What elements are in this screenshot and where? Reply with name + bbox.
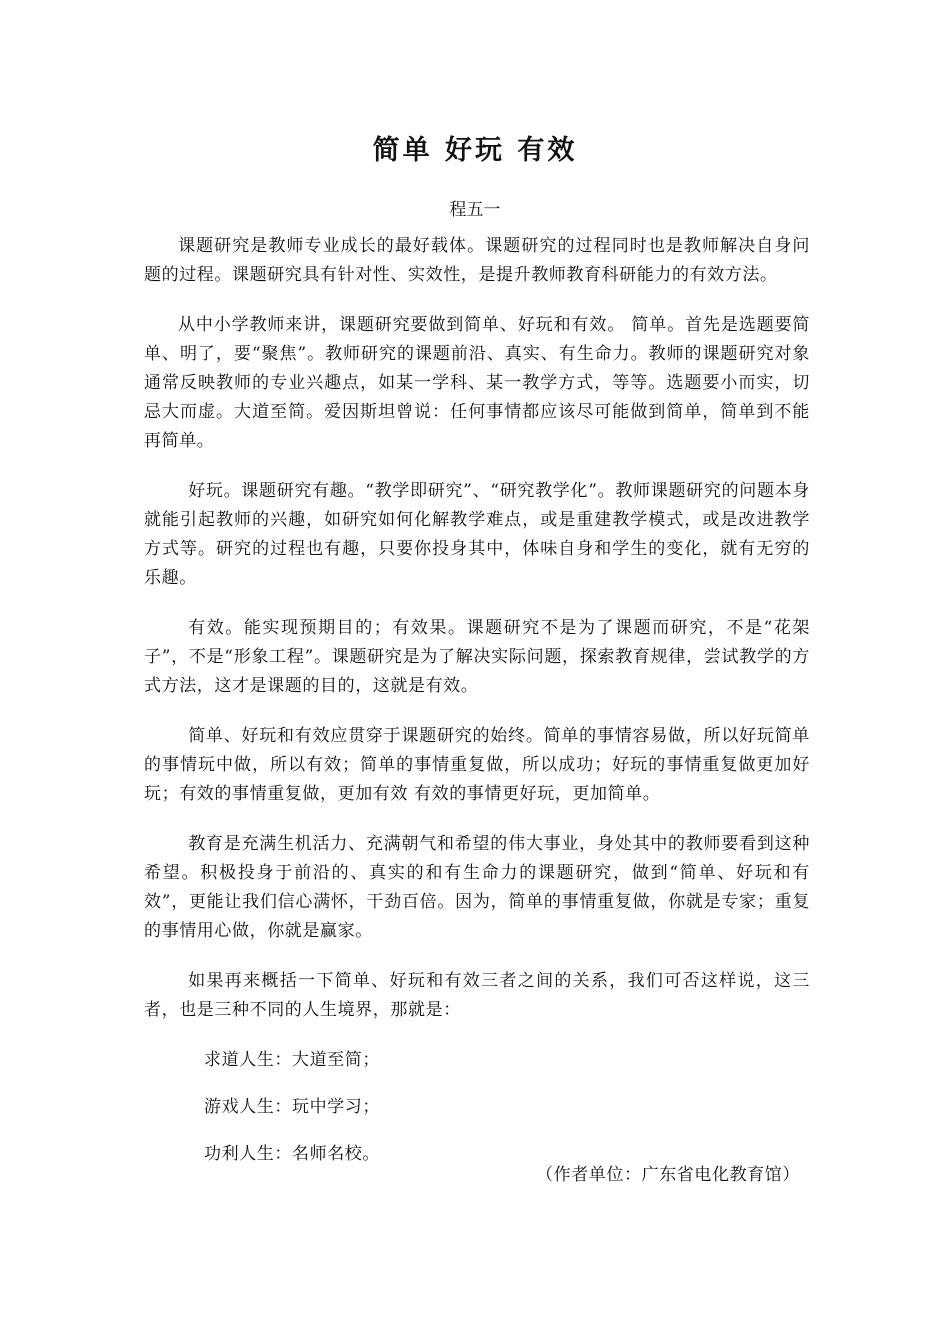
- paragraph-effective: 有效。能实现预期目的；有效果。课题研究不是为了课题而研究，不是“花架子”，不是“形象工程”。课题研究是为了解决实际问题，探索教育规律，尝试教学的方式方法，这才是课题的目的，这就是有效。: [144, 618, 810, 696]
- author-affiliation: （作者单位：广东省电化教育馆）: [536, 1165, 800, 1185]
- realm-item-game: 游戏人生：玩中学习；: [204, 1097, 380, 1117]
- realm-item-dao: 求道人生：大道至简；: [204, 1050, 380, 1070]
- article-body: [144, 232, 810, 1187]
- article-title: 简单 好玩 有效: [372, 135, 578, 166]
- paragraph-simple: 从中小学教师来讲，课题研究要做到简单、好玩和有效。 简单。首先是选题要简单、明了，要“聚焦”。教师研究的课题前沿、真实、有生命力。教师的课题研究对象通常反映教师的专业兴趣点，如某一学科、某一教学方式，等等。选题要小而实，切忌大而虚。大道至简。爱因斯坦曾说：任何事情都应该尽可能做到简单，简单到不能再简单。: [144, 315, 810, 451]
- realm-item-utility: 功利人生：名师名校。: [204, 1144, 380, 1164]
- paragraph-fun: 好玩。课题研究有趣。“教学即研究”、“研究教学化”。教师课题研究的问题本身就能引起教师的兴趣，如研究如何化解教学难点，或是重建教学模式，或是改进教学方式等。研究的过程也有趣，只要你投身其中，体味自身和学生的变化，就有无穷的乐趣。: [144, 481, 810, 588]
- paragraph-intro: 课题研究是教师专业成长的最好载体。课题研究的过程同时也是教师解决自身问题的过程。课题研究具有针对性、实效性，是提升教师教育科研能力的有效方法。: [144, 236, 810, 285]
- paragraph-throughout: 简单、好玩和有效应贯穿于课题研究的始终。简单的事情容易做，所以好玩简单的事情玩中做，所以有效；简单的事情重复做，所以成功；好玩的事情重复做更加好玩；有效的事情重复做，更加有效 有效的事情更好玩，更加简单。: [144, 726, 810, 804]
- paragraph-hope: 教育是充满生机活力、充满朝气和希望的伟大事业，身处其中的教师要看到这种希望。积极投身于前沿的、真实的和有生命力的课题研究，做到“简单、好玩和有效”，更能让我们信心满怀，干劲百倍。因为，简单的事情重复做，你就是专家；重复的事情用心做，你就是赢家。: [144, 834, 810, 941]
- author-name: 程五一: [449, 200, 501, 220]
- paragraph-summary: 如果再来概括一下简单、好玩和有效三者之间的关系，我们可否这样说，这三者，也是三种不同的人生境界，那就是：: [144, 971, 810, 1020]
